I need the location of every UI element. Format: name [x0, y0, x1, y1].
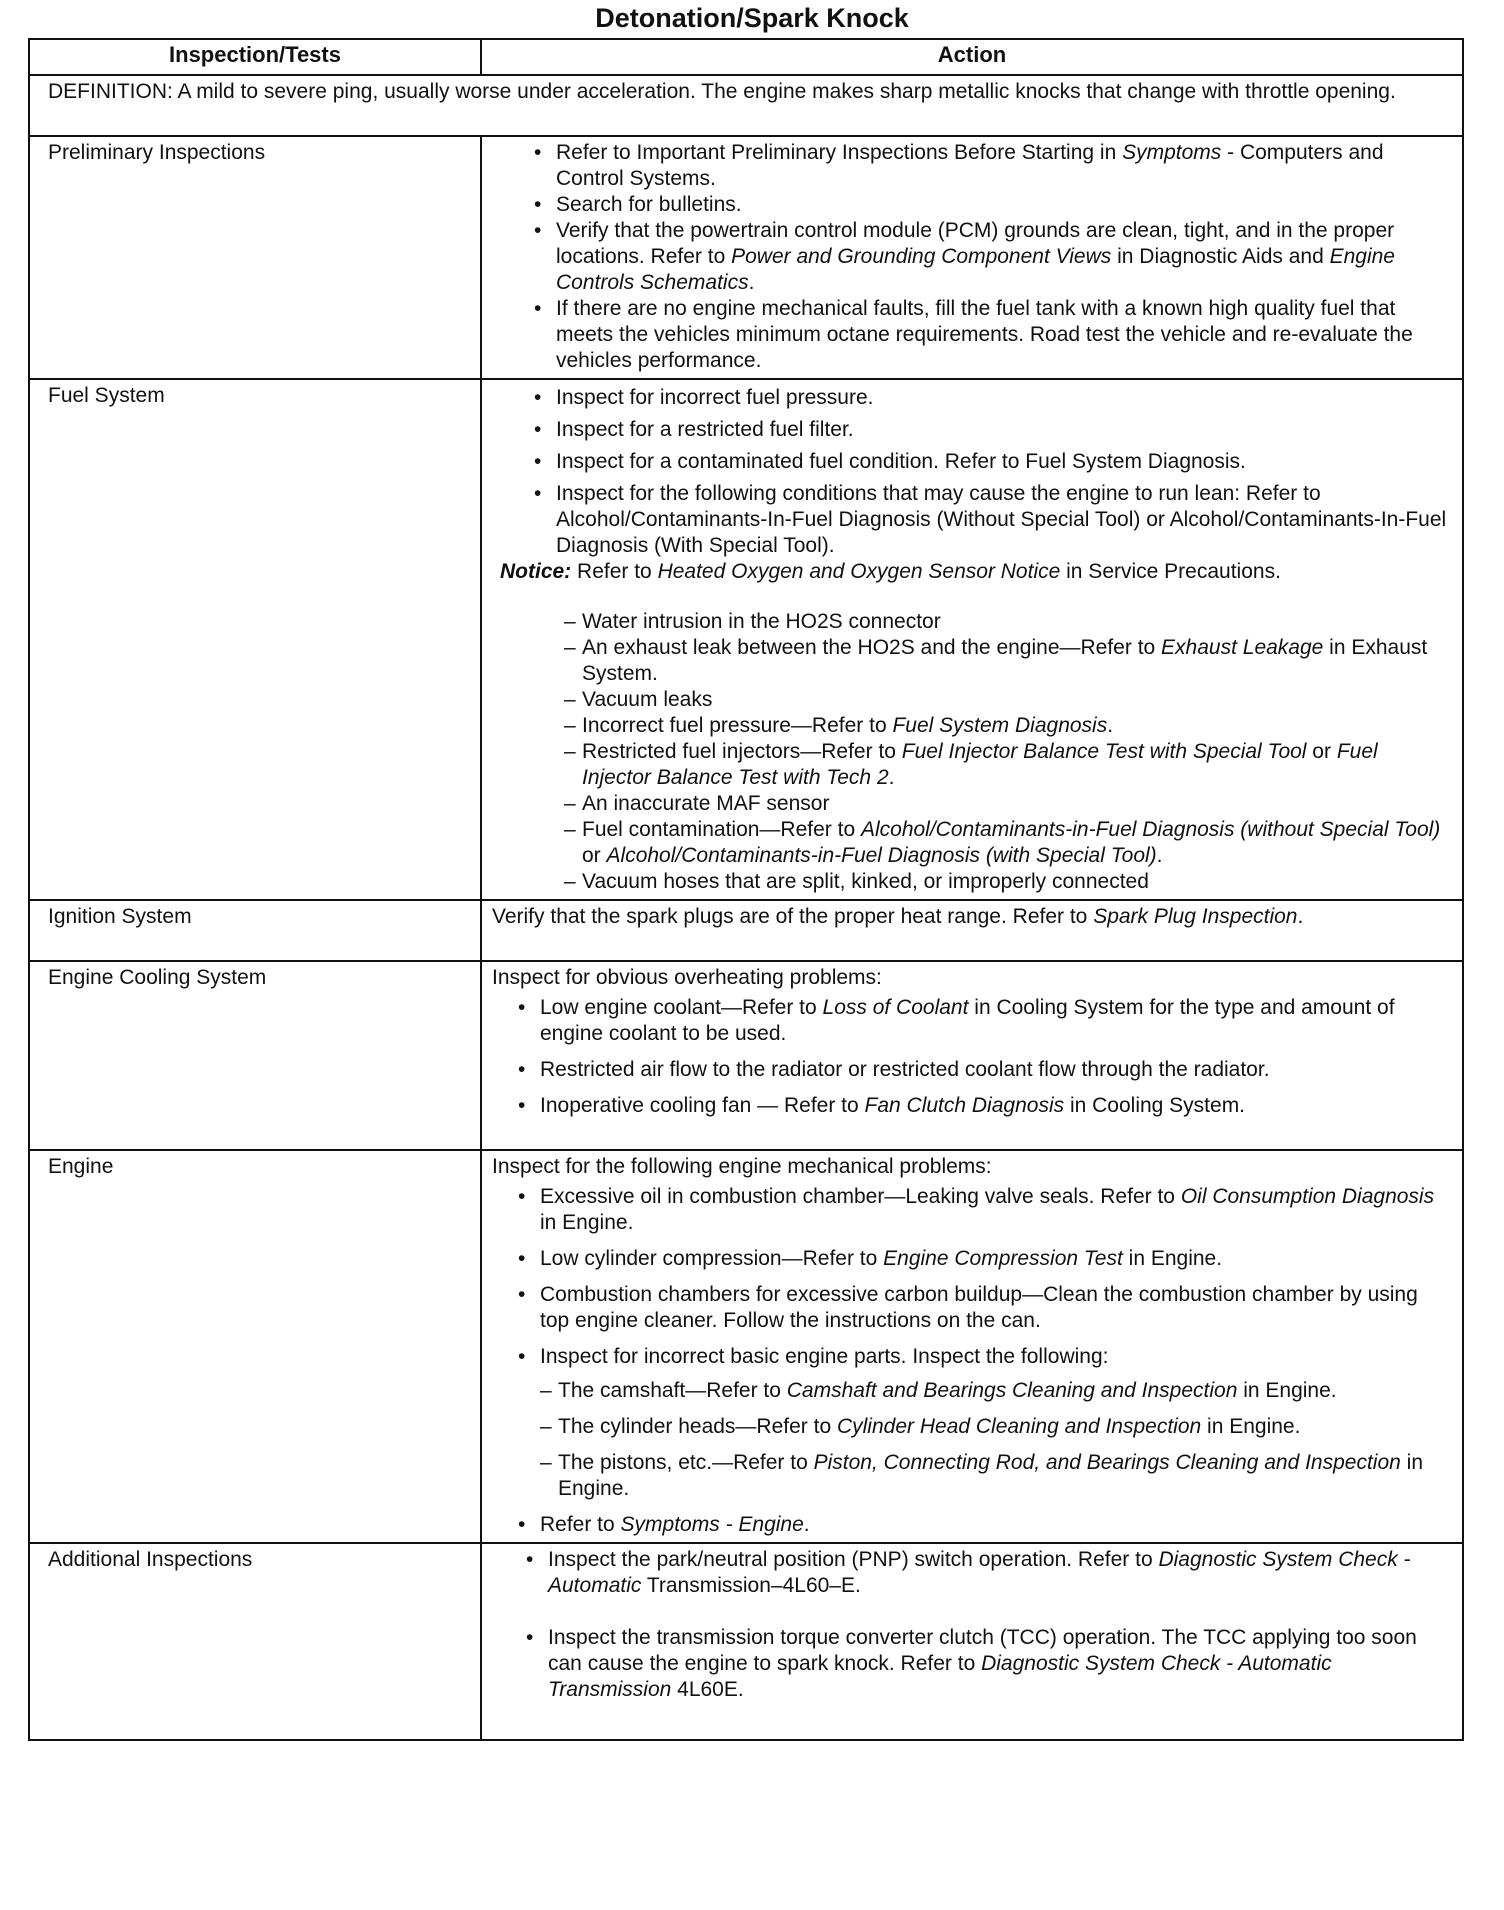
- list-item: • If there are no engine mechanical faults, fill the fuel tank with a known high quality fuel that meets the vehicles minimum octane requirements. Road test the vehicle and re-evaluate the vehicles performance.: [532, 296, 1452, 374]
- list-item: [516, 1093, 1452, 1119]
- list-item: – Water intrusion in the HO2S connector: [564, 609, 1452, 635]
- list-item: [564, 739, 1452, 791]
- reference-link: Fuel Injector Balance Test with Special Tool: [901, 740, 1307, 763]
- intro-text: Inspect for obvious overheating problems:: [492, 966, 882, 989]
- text: - Computers and Control Systems.: [556, 141, 1384, 190]
- definition-row: [29, 75, 1463, 136]
- list-item: [524, 1625, 1452, 1703]
- reference-link: Fuel Injector Balance Test with Tech 2: [582, 740, 1378, 789]
- text: The camshaft—Refer to: [558, 1379, 787, 1402]
- notice-label: Notice:: [500, 560, 572, 583]
- list-item: • Restricted air flow to the radiator or restricted coolant flow through the radiator.: [516, 1057, 1452, 1083]
- list-item: [532, 218, 1452, 296]
- list-item: • Inspect for a restricted fuel filter.: [532, 417, 1452, 443]
- reference-link: Fan Clutch Diagnosis: [864, 1094, 1065, 1117]
- text: Verify that the powertrain control module (PCM) grounds are clean, tight, and in the proper locations. Refer to: [556, 219, 1395, 268]
- list-item: [564, 817, 1452, 869]
- list-item: [524, 1547, 1452, 1599]
- reference-link: Heated Oxygen and Oxygen Sensor Notice: [657, 560, 1061, 583]
- list-item: • Search for bulletins.: [532, 192, 1452, 218]
- list-item: [540, 1450, 1452, 1502]
- row-engine-cooling-system: [29, 961, 1463, 1150]
- header-action: Action: [481, 39, 1463, 75]
- text: in Cooling System.: [1064, 1094, 1246, 1117]
- text: Incorrect fuel pressure—Refer to: [582, 714, 893, 737]
- text: The cylinder heads—Refer to: [558, 1415, 837, 1438]
- header-row: [29, 39, 1463, 75]
- text: or: [582, 844, 607, 867]
- reference-link: Camshaft and Bearings Cleaning and Inspection: [786, 1379, 1238, 1402]
- text: Inspect for incorrect basic engine parts. Inspect the following:: [540, 1345, 1109, 1368]
- text: in Cooling System for the type and amount of engine coolant to be used.: [540, 996, 1395, 1045]
- row-action: [481, 1150, 1463, 1543]
- bullet-list: [500, 385, 1452, 559]
- text: Refer to: [540, 1513, 621, 1536]
- row-action: [481, 900, 1463, 961]
- list-item: • Inspect for incorrect fuel pressure.: [532, 385, 1452, 411]
- text: in Engine.: [1237, 1379, 1337, 1402]
- list-item: [564, 713, 1452, 739]
- reference-link: Diagnostic System Check - Automatic: [548, 1548, 1411, 1597]
- row-action: [481, 961, 1463, 1150]
- reference-link: Engine Compression Test: [883, 1247, 1123, 1270]
- row-action: [481, 136, 1463, 379]
- row-label: Ignition System: [29, 900, 481, 961]
- notice: [500, 559, 1452, 585]
- list-item: [516, 1344, 1452, 1502]
- list-item: [516, 995, 1452, 1047]
- text: Fuel contamination—Refer to: [582, 818, 861, 841]
- list-item: [516, 1246, 1452, 1272]
- text: in Diagnostic Aids and: [1111, 245, 1330, 268]
- row-action: [481, 379, 1463, 900]
- dash-list: [516, 1378, 1452, 1502]
- reference-link: Symptoms - Engine: [620, 1513, 804, 1536]
- bullet-list: [492, 995, 1452, 1119]
- text: .: [888, 766, 895, 789]
- text: Verify that the spark plugs are of the proper heat range. Refer to: [492, 905, 1094, 928]
- text: Refer to: [571, 560, 658, 583]
- reference-link: Oil Consumption Diagnosis: [1180, 1185, 1435, 1208]
- text: .: [803, 1513, 810, 1536]
- reference-link: Exhaust Leakage: [1161, 636, 1324, 659]
- list-item: [564, 635, 1452, 687]
- list-item: [540, 1378, 1452, 1404]
- reference-link: Symptoms: [1122, 141, 1222, 164]
- text: Inspect the transmission torque converter clutch (TCC) operation. The TCC applying too soon can cause the engine to spark knock. Refer to: [548, 1626, 1417, 1675]
- reference-link: Power and Grounding Component Views: [731, 245, 1112, 268]
- list-item: • Combustion chambers for excessive carbon buildup—Clean the combustion chamber by using top engine cleaner. Follow the instructions on the can.: [516, 1282, 1452, 1334]
- list-item: – An inaccurate MAF sensor: [564, 791, 1452, 817]
- diagnostic-table: [28, 38, 1464, 1741]
- list-item: [532, 140, 1452, 192]
- dash-list: [500, 609, 1452, 895]
- text: in Engine.: [1201, 1415, 1301, 1438]
- row-preliminary-inspections: [29, 136, 1463, 379]
- reference-link: Piston, Connecting Rod, and Bearings Cleaning and Inspection: [813, 1451, 1401, 1474]
- row-ignition-system: [29, 900, 1463, 961]
- row-action: [481, 1543, 1463, 1740]
- reference-link: Spark Plug Inspection: [1093, 905, 1298, 928]
- text: .: [748, 271, 755, 294]
- text: Excessive oil in combustion chamber—Leaking valve seals. Refer to: [540, 1185, 1181, 1208]
- text: or: [1306, 740, 1337, 763]
- row-fuel-system: [29, 379, 1463, 900]
- page-title: Detonation/Spark Knock: [595, 3, 909, 33]
- text: Low cylinder compression—Refer to: [540, 1247, 884, 1270]
- row-label: Engine: [29, 1150, 481, 1543]
- list-item: [516, 1184, 1452, 1236]
- text: in Engine.: [1122, 1247, 1223, 1270]
- list-item: [540, 1414, 1452, 1440]
- bullet-list: [500, 140, 1452, 374]
- text: Transmission–4L60–E.: [641, 1574, 861, 1597]
- bullet-list: [492, 1184, 1452, 1538]
- text: in Exhaust System.: [582, 636, 1428, 685]
- reference-link: Diagnostic System Check - Automatic Transmission: [548, 1652, 1332, 1701]
- row-engine: [29, 1150, 1463, 1543]
- text: The pistons, etc.—Refer to: [558, 1451, 814, 1474]
- text: .: [1297, 905, 1304, 928]
- list-item: • Inspect for the following conditions that may cause the engine to run lean: Refer to Alcohol/Contaminants-In-Fuel Diagnosis (Without Special Tool) or Alcohol/Contaminants-In-Fuel Diagnosis (With Special Tool).: [532, 481, 1452, 559]
- text: Low engine coolant—Refer to: [540, 996, 823, 1019]
- row-label: Preliminary Inspections: [29, 136, 481, 379]
- row-label: Fuel System: [29, 379, 481, 900]
- list-item: – Vacuum hoses that are split, kinked, or improperly connected: [564, 869, 1452, 895]
- text: Restricted fuel injectors—Refer to: [582, 740, 902, 763]
- list-item: – Vacuum leaks: [564, 687, 1452, 713]
- text: in Engine.: [540, 1211, 634, 1234]
- bullet-list: [500, 1547, 1452, 1703]
- list-item: [516, 1512, 1452, 1538]
- reference-link: Fuel System Diagnosis: [892, 714, 1108, 737]
- text: 4L60E.: [671, 1678, 744, 1701]
- text: .: [1156, 844, 1163, 867]
- reference-link: Alcohol/Contaminants-in-Fuel Diagnosis (without Special Tool): [860, 818, 1441, 841]
- text: Inspect the park/neutral position (PNP) switch operation. Refer to: [548, 1548, 1159, 1571]
- reference-link: Engine Controls Schematics: [556, 245, 1395, 294]
- reference-link: Loss of Coolant: [822, 996, 969, 1019]
- text: An exhaust leak between the HO2S and the engine—Refer to: [582, 636, 1162, 659]
- intro-text: Inspect for the following engine mechanical problems:: [492, 1155, 992, 1178]
- reference-link: Cylinder Head Cleaning and Inspection: [836, 1415, 1202, 1438]
- row-label: Additional Inspections: [29, 1543, 481, 1740]
- text: in Engine.: [558, 1451, 1424, 1500]
- text: .: [1107, 714, 1114, 737]
- text: in Service Precautions.: [1060, 560, 1281, 583]
- definition-text: DEFINITION: A mild to severe ping, usually worse under acceleration. The engine makes sharp metallic knocks that change with throttle opening.: [29, 75, 1463, 136]
- row-label: Engine Cooling System: [29, 961, 481, 1150]
- text: Refer to Important Preliminary Inspections Before Starting in: [556, 141, 1123, 164]
- header-inspection-tests: Inspection/Tests: [29, 39, 481, 75]
- row-additional-inspections: [29, 1543, 1463, 1740]
- list-item: • Inspect for a contaminated fuel condition. Refer to Fuel System Diagnosis.: [532, 449, 1452, 475]
- text: Inoperative cooling fan — Refer to: [540, 1094, 865, 1117]
- reference-link: Alcohol/Contaminants-in-Fuel Diagnosis (with Special Tool): [606, 844, 1157, 867]
